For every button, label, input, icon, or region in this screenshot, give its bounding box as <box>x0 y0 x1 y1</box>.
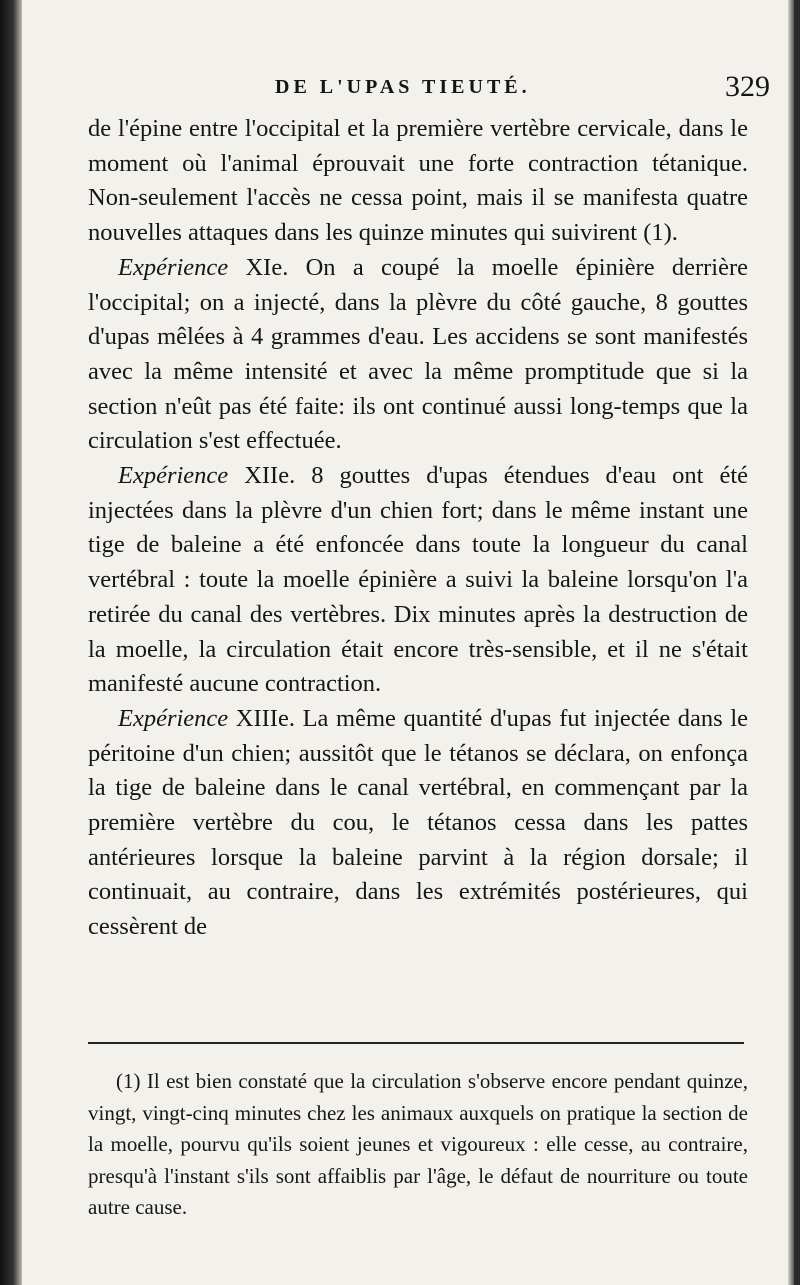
running-head: DE L'UPAS TIEUTÉ. <box>275 76 531 98</box>
footnote-text: (1) Il est bien constaté que la circulation s'observe encore pendant quinze, vingt, vingt-cinq minutes chez les animaux auxquels on pratique la section de la moelle, pourvu qu'ils soient jeunes et vigoureux : elle cesse, au contraire, presqu'à l'instant s'ils sont affaiblis par l'âge, le défaut de nourriture ou toute autre cause. <box>88 1069 748 1219</box>
paragraph-experience-13 <box>88 702 748 945</box>
paragraph-text: La même quantité d'upas fut injectée dans le péritoine d'un chien; aussitôt que le tétanos se déclara, on enfonça la tige de baleine dans le canal vertébral, en commençant par la première vertèbre du cou, le tétanos cessa dans les pattes antérieures lorsque la baleine parvint à la région dorsale; il continuait, au contraire, dans les extrémités postérieures, qui cessèrent de <box>88 704 748 941</box>
paragraph-continuation <box>88 112 748 251</box>
experience-label: Expérience <box>118 462 229 490</box>
page-number: 329 <box>725 70 770 103</box>
experience-label: Expérience <box>118 253 229 281</box>
experience-label: Expérience <box>118 704 229 732</box>
page-edge <box>788 0 794 1285</box>
paragraph-text: de l'épine entre l'occipital et la première vertèbre cervicale, dans le moment où l'animal éprouvait une forte contraction tétanique. Non-seulement l'accès ne cessa point, mais il se manifesta quatre nouvelles attaques dans les quinze minutes qui suivirent (1). <box>88 115 748 247</box>
experience-number: XIe. <box>245 253 289 281</box>
paragraph-experience-11 <box>88 251 748 459</box>
main-text <box>88 112 748 945</box>
footnote <box>88 1066 748 1224</box>
experience-number: XIIIe. <box>235 704 295 732</box>
page-header <box>60 70 770 110</box>
paragraph-experience-12 <box>88 459 748 702</box>
footnote-separator <box>88 1042 744 1044</box>
paragraph-text: On a coupé la moelle épinière derrière l'occipital; on a injecté, dans la plèvre du côté gauche, 8 gouttes d'upas mêlées à 4 grammes d'eau. Les accidens se sont manifestés avec la même intensité et avec la même promptitude que si la section n'eût pas été faite: ils ont continué aussi long-temps que la circulation s'est effectuée. <box>88 253 749 455</box>
paragraph-text: 8 gouttes d'upas étendues d'eau ont été injectées dans la plèvre d'un chien fort; dans le même instant une tige de baleine a été enfoncée dans toute la longueur du canal vertébral : toute la moelle épinière a suivi la baleine lorsqu'on l'a retirée du canal des vertèbres. Dix minutes après la destruction de la moelle, la circulation était encore très-sensible, et il ne s'était manifesté aucune contraction. <box>88 462 749 698</box>
experience-number: XIIe. <box>244 462 296 490</box>
page-gutter-shadow <box>0 0 22 1285</box>
